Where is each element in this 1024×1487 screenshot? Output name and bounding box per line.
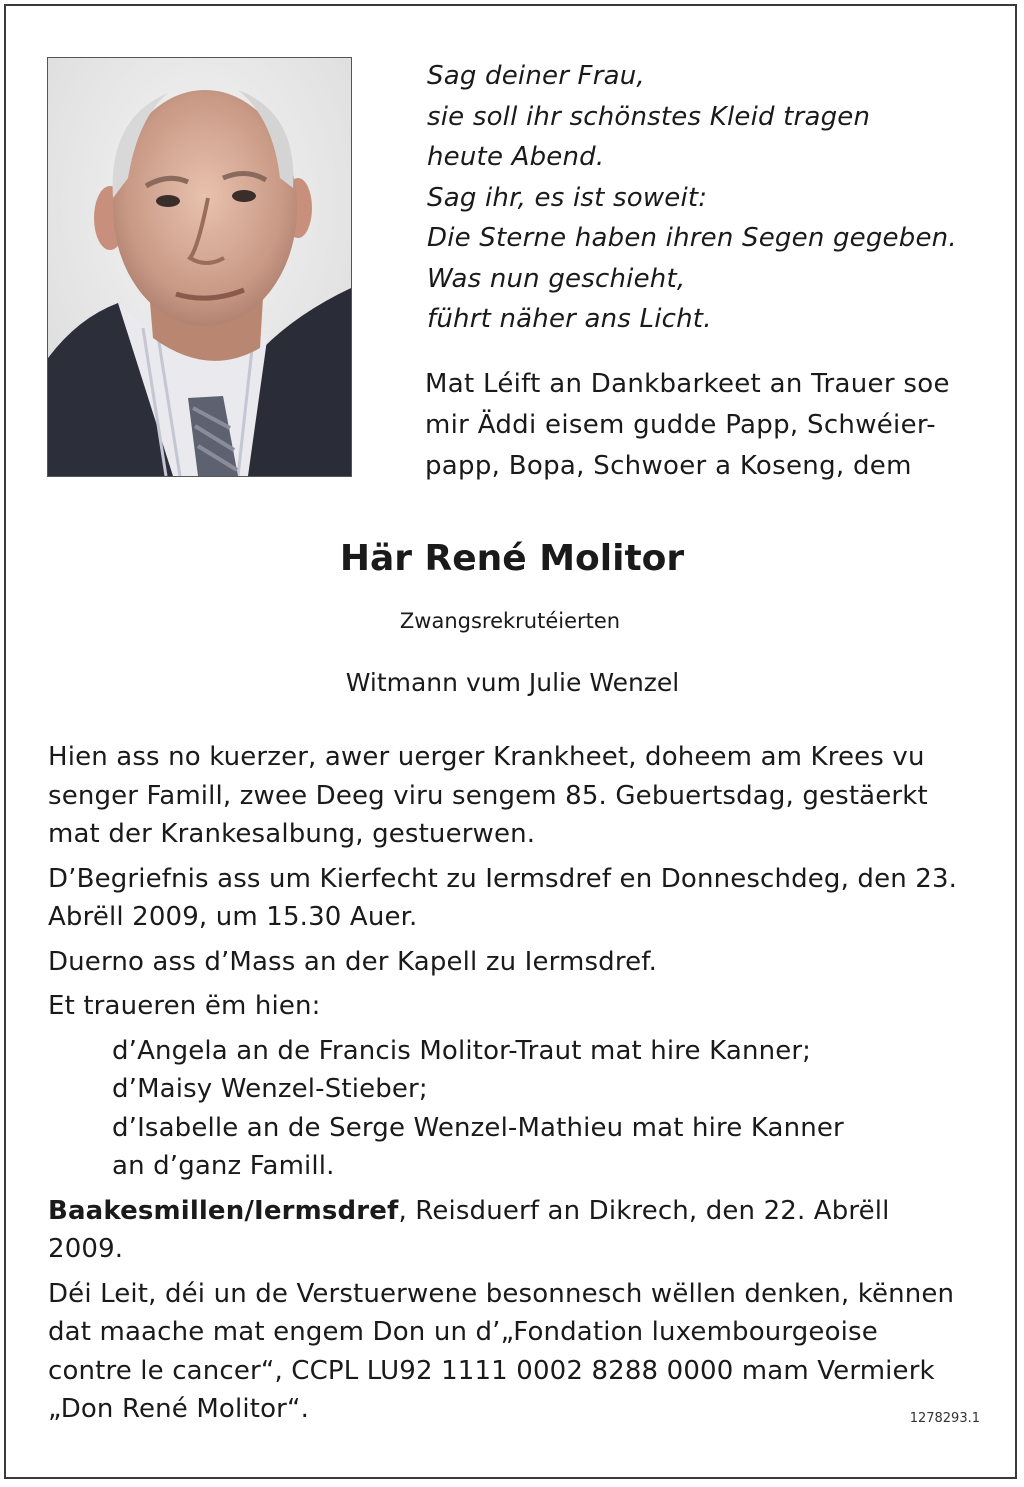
intro-line: mir Äddi eisem gudde Papp, Schwéier- [425,410,936,440]
poem-line: Sag ihr, es ist soweit: [427,182,708,213]
reference-number: 1278293.1 [909,1411,980,1426]
place-date-line [48,1192,978,1231]
place-date-year: 2009. [48,1234,124,1264]
death-notice-line: mat der Krankesalbung, gestuerwen. [48,819,536,849]
funeral-line: D’Begriefnis ass um Kierfecht zu Iermsdref en Donneschdeg, den 23. [48,863,958,894]
portrait-photo [47,57,352,477]
place-name: Baakesmillen/Iermsdref [48,1195,399,1226]
widower-note: Witmann vum Julie Wenzel [345,668,680,697]
poem-line: Was nun geschieht, [427,263,686,294]
donation-line: „Don René Molitor“. [48,1394,310,1424]
mourners-intro: Et traueren ëm hien: [48,991,321,1021]
deceased-subtitle: Zwangsrekrutéierten [399,609,621,633]
poem-line: Sag deiner Frau, [427,61,645,91]
obituary-body [48,738,978,1429]
poem [427,56,997,340]
poem-line: führt näher ans Licht. [427,304,712,334]
poem-line: sie soll ihr schönstes Kleid tragen [427,101,871,132]
intro-line: papp, Bopa, Schwoer a Koseng, dem [425,451,912,481]
poem-line: heute Abend. [427,142,605,172]
intro-text [425,364,980,487]
intro-line: Mat Léift an Dankbarkeet an Trauer soe [425,369,950,399]
mass-line: Duerno ass d’Mass an der Kapell zu Iermsdref. [48,946,658,977]
funeral-line: Abrëll 2009, um 15.30 Auer. [48,902,418,932]
mourner-line: d’Maisy Wenzel-Stieber; [112,1074,428,1104]
donation-line: Déi Leit, déi un de Verstuerwene besonnesch wëllen denken, kënnen [48,1278,955,1309]
mourner-line: d’Angela an de Francis Molitor-Traut mat hire Kanner; [112,1035,812,1066]
death-notice-line: senger Famill, zwee Deeg viru sengem 85. Gebuertsdag, gestäerkt [48,780,928,811]
mourner-line: d’Isabelle an de Serge Wenzel-Mathieu mat hire Kanner [112,1112,844,1143]
poem-line: Die Sterne haben ihren Segen gegeben. [427,223,957,253]
donation-line: contre le cancer“, CCPL LU92 1111 0002 8288 0000 mam Vermierk [48,1355,935,1386]
mourner-line: an d’ganz Famill. [112,1151,335,1181]
death-notice-line: Hien ass no kuerzer, awer uerger Krankheet, doheem am Krees vu [48,742,925,772]
place-date-rest: , Reisduerf an Dikrech, den 22. Abrëll [398,1195,890,1226]
deceased-name: Här René Molitor [339,538,685,579]
donation-line: dat maache mat engem Don un d’„Fondation luxembourgeoise [48,1317,878,1347]
